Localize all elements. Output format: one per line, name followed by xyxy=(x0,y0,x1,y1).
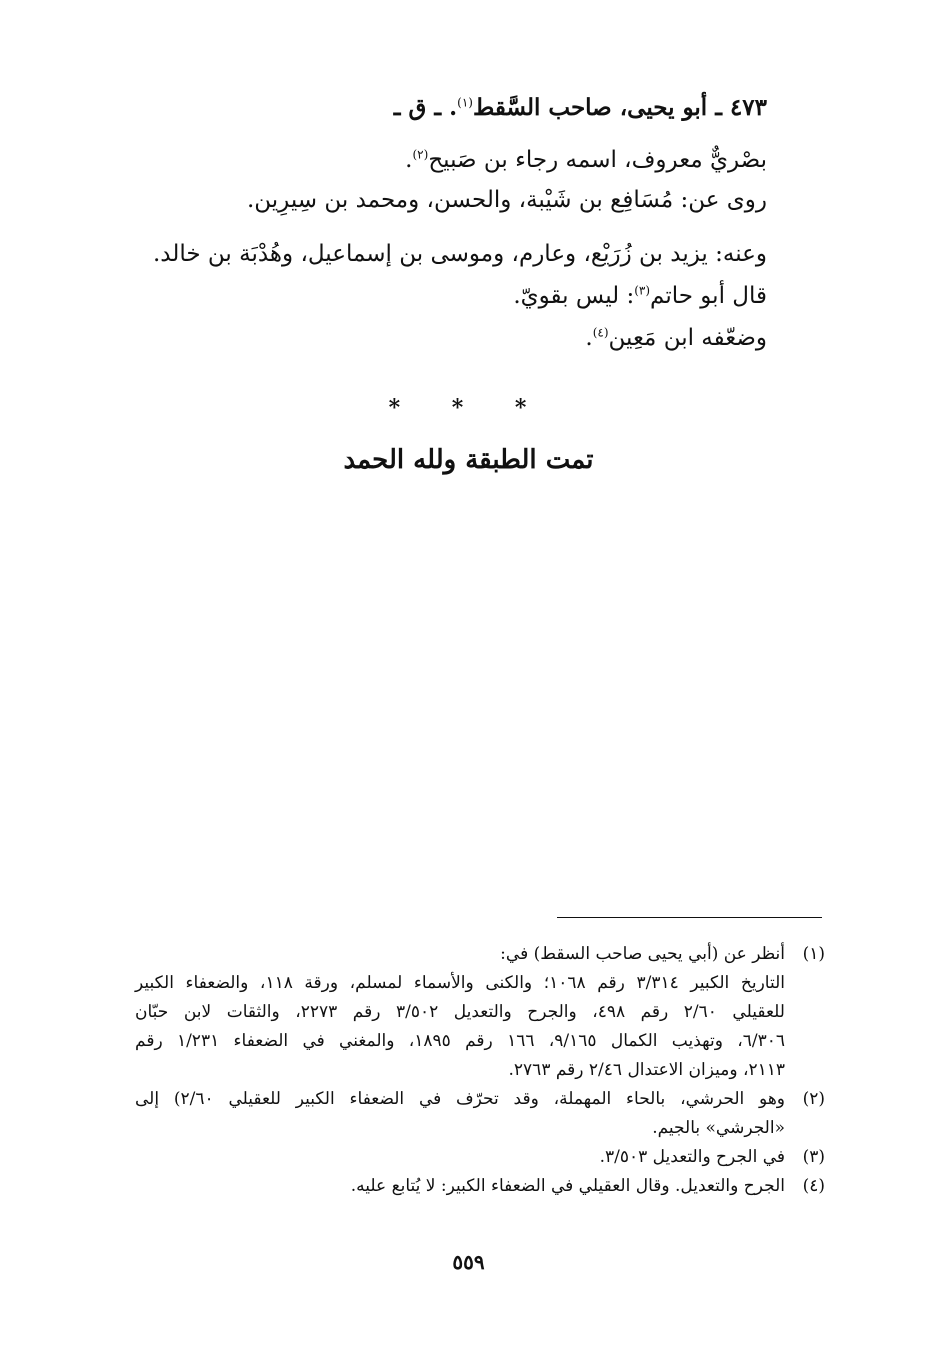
biography-entry xyxy=(127,92,767,354)
footnote-marker-4[interactable]: (٤) xyxy=(592,325,609,340)
footnote-3 xyxy=(135,1143,825,1172)
footnote-number: (٢) xyxy=(802,1089,825,1109)
footnote-4 xyxy=(135,1172,825,1201)
footnote-2 xyxy=(135,1085,825,1143)
footnote-body xyxy=(135,1172,785,1201)
footnote-line: التاريخ الكبير ٣/٣١٤ رقم ١٠٦٨؛ والكنى والأسماء لمسلم، ورقة ١١٨، والضعفاء الكبير xyxy=(135,973,785,993)
footnote-marker-3[interactable]: (٣) xyxy=(634,283,651,298)
origin-tail: . xyxy=(405,147,413,173)
footnote-line: ٢١١٣، وميزان الاعتدال ٢/٤٦ رقم ٢٧٦٣. xyxy=(508,1060,785,1080)
footnote-line: «الجرشي» بالجيم. xyxy=(652,1118,785,1138)
closing-line: تمت الطبقة ولله الحمد xyxy=(343,445,594,475)
entry-line-abu-hatim xyxy=(127,280,767,312)
footnote-line: للعقيلي ٢/٦٠ رقم ٤٩٨، والجرح والتعديل ٣/٥٠٢ رقم ٢٢٧٣، والثقات لابن حبّان xyxy=(135,1002,785,1022)
footnote-body xyxy=(135,940,785,1085)
footnote-line: في الجرح والتعديل ٣/٥٠٣. xyxy=(599,1147,785,1167)
entry-heading xyxy=(127,92,767,124)
footnote-marker-1[interactable]: (١) xyxy=(457,95,473,110)
entry-line-origin xyxy=(127,144,767,176)
entry-heading-text: ٤٧٣ ـ أبو يحيى، صاحب السَّقط xyxy=(472,94,767,121)
footnotes xyxy=(135,940,825,1201)
page-number: ٥٥٩ xyxy=(452,1250,485,1274)
entry-heading-tail: . ـ ق ـ xyxy=(393,94,458,121)
footnote-1 xyxy=(135,940,825,1085)
origin-text: بصْريٌّ معروف، اسمه رجاء بن صَبيح xyxy=(428,147,767,173)
ibn-main-tail: . xyxy=(585,325,593,351)
entry-line-ibn-main xyxy=(127,322,767,354)
footnote-line: الجرح والتعديل. وقال العقيلي في الضعفاء الكبير: لا يُتابع عليه. xyxy=(350,1176,785,1196)
footnote-number: (٤) xyxy=(802,1176,825,1196)
footnote-line: أنظر عن (أبي يحيى صاحب السقط) في: xyxy=(500,944,785,964)
footnote-divider xyxy=(557,917,822,918)
entry-line-narrators: وعنه: يزيد بن زُرَيْع، وعارم، وموسى بن إسماعيل، وهُدْبَة بن خالد. xyxy=(152,241,767,267)
footnote-body xyxy=(135,1085,785,1143)
footnote-line: ٦/٣٠٦، وتهذيب الكمال ٩/١٦٥، ١٦٦ رقم ١٨٩٥، والمغني في الضعفاء ١/٢٣١ رقم xyxy=(135,1031,785,1051)
footnote-number: (٣) xyxy=(802,1147,825,1167)
footnote-body xyxy=(135,1143,785,1172)
footnote-marker-2[interactable]: (٢) xyxy=(412,147,429,162)
abu-hatim-text: قال أبو حاتم xyxy=(650,283,767,309)
footnote-number: (١) xyxy=(802,944,825,964)
ibn-main-text: وضعّفه ابن مَعِين xyxy=(608,325,767,351)
abu-hatim-tail: : ليس بقويّ. xyxy=(513,283,635,309)
footnote-line: وهو الحرشي، بالحاء المهملة، وقد تحرّف في الضعفاء الكبير للعقيلي ٢/٦٠) إلى xyxy=(135,1089,785,1109)
entry-line-narrated-from: روى عن: مُسَافِع بن شَيْبة، والحسن، ومحمد بن سِيرِين. xyxy=(246,187,767,213)
section-separator: * * * xyxy=(388,395,549,421)
